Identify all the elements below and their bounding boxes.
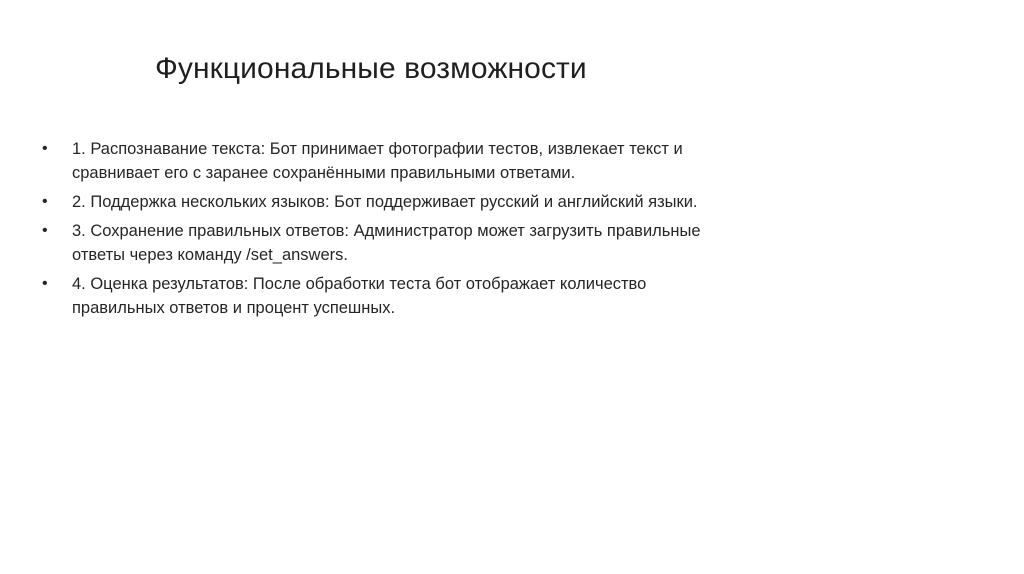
bullet-text: 4. Оценка результатов: После обработки теста бот отображает количество правильных ответов и процент успешных.	[72, 275, 647, 317]
bullet-text: 3. Сохранение правильных ответов: Администратор может загрузить правильные ответы через команду /set_answers.	[72, 222, 701, 264]
bullet-item-3	[42, 219, 742, 267]
bullet-item-4	[42, 272, 742, 320]
bullet-text: 1. Распознавание текста: Бот принимает фотографии тестов, извлекает текст и сравнивает его с заранее сохранёнными правильными ответами.	[72, 140, 683, 182]
bullet-text: 2. Поддержка нескольких языков: Бот поддерживает русский и английский языки.	[72, 193, 698, 211]
bullet-list	[42, 137, 742, 325]
bullet-item-2	[42, 190, 742, 214]
bullet-item-1	[42, 137, 742, 185]
bullet-dot: •	[42, 193, 48, 210]
slide-title: Функциональные возможности	[155, 52, 587, 85]
bullet-dot: •	[42, 275, 48, 292]
bullet-dot: •	[42, 140, 48, 157]
bullet-dot: •	[42, 222, 48, 239]
